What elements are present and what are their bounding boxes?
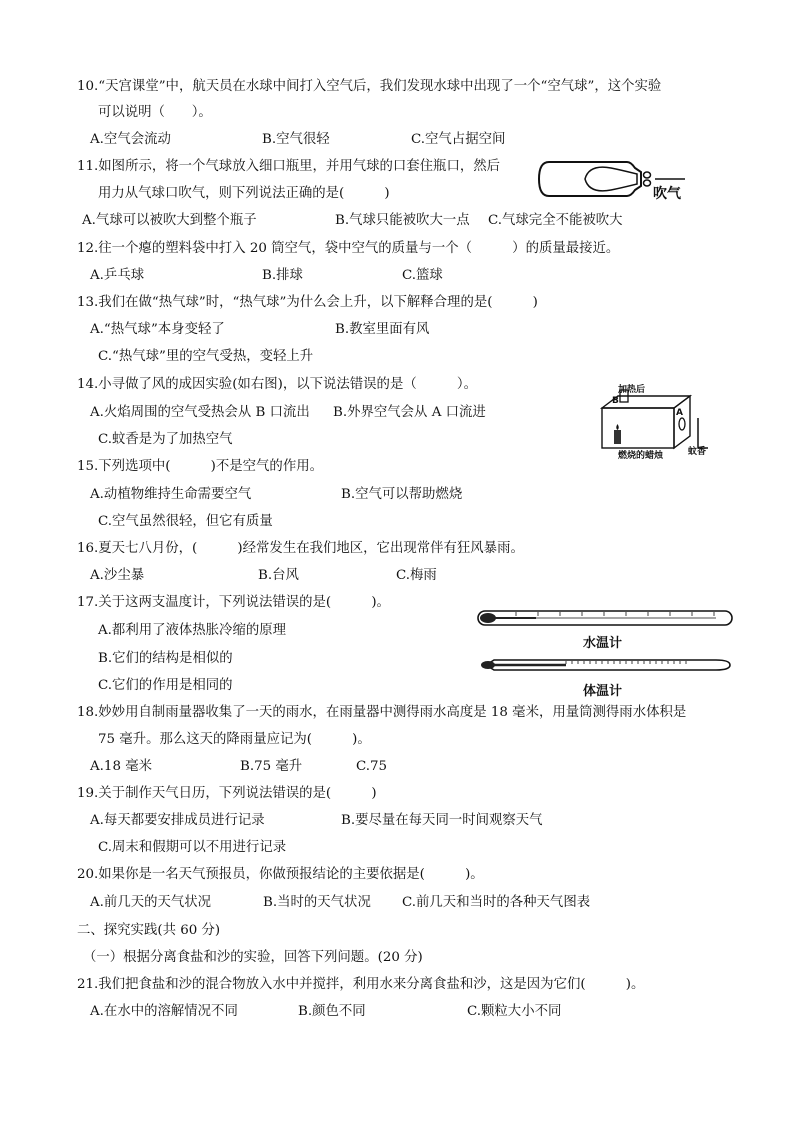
q13-stem: 13.我们在做“热气球”时，“热气球”为什么会上升，以下解释合理的是( ) [77, 295, 538, 310]
q12-option-c: C.篮球 [402, 268, 443, 283]
q14-option-b: B.外界空气会从 A 口流进 [333, 405, 486, 420]
q20-stem: 20.如果你是一名天气预报员，你做预报结论的主要依据是( )。 [77, 867, 484, 882]
q14-figure-label-b: B [612, 396, 619, 406]
q15-stem: 15.下列选项中( )不是空气的作用。 [77, 459, 323, 474]
q12-option-b: B.排球 [262, 268, 303, 283]
q20-option-b: B.当时的天气状况 [263, 895, 371, 910]
q17-option-a: A.都利用了液体热胀冷缩的原理 [98, 623, 287, 638]
q17-option-c: C.它们的作用是相同的 [98, 678, 233, 693]
q21-stem: 21.我们把食盐和沙的混合物放入水中并搅拌，利用水来分离食盐和沙，这是因为它们( )。 [77, 977, 645, 992]
q14-figure-label-coil: 蚊香 [688, 447, 707, 457]
q17-option-b: B.它们的结构是相似的 [98, 651, 233, 666]
q13-option-a: A.“热气球”本身变轻了 [90, 322, 225, 337]
q18-stem-cont: 75 毫升。那么这天的降雨量应记为( )。 [98, 732, 371, 747]
q10-stem: 10.“天宫课堂”中，航天员在水球中间打入空气后，我们发现水球中出现了一个“空气球”，这个实验 [77, 79, 662, 94]
q12-option-a: A.乒乓球 [90, 268, 145, 283]
q18-option-c: C.75 [356, 759, 388, 774]
q18-stem: 18.妙妙用自制雨量器收集了一天的雨水，在雨量器中测得雨水高度是 18 毫米，用量筒测得雨水体积是 [77, 705, 687, 720]
section-two-subtitle: （一）根据分离食盐和沙的实验，回答下列问题。(20 分) [83, 950, 423, 965]
q16-option-b: B.台风 [258, 568, 299, 583]
q19-option-c: C.周末和假期可以不用进行记录 [98, 840, 287, 855]
q11-stem: 11.如图所示，将一个气球放入细口瓶里，并用气球的口套住瓶口，然后 [77, 159, 501, 174]
q14-figure-label-candle: 燃烧的蜡烛 [618, 451, 664, 461]
q13-option-b: B.教室里面有风 [335, 322, 430, 337]
q11-option-b: B.气球只能被吹大一点 [335, 213, 470, 228]
water-thermometer-figure [476, 608, 736, 628]
q15-option-c: C.空气虽然很轻，但它有质量 [98, 514, 273, 529]
section-two-title: 二、探究实践(共 60 分) [77, 923, 221, 938]
q14-figure-label-a: A [676, 408, 683, 418]
q21-option-c: C.颗粒大小不同 [467, 1004, 562, 1019]
q11-stem-cont: 用力从气球口吹气，则下列说法正确的是( ) [98, 186, 390, 201]
q14-stem: 14.小寻做了风的成因实验(如右图)，以下说法错误的是（ ）。 [77, 377, 477, 392]
q17-figure-label-water: 水温计 [583, 636, 623, 651]
q21-option-b: B.颜色不同 [298, 1004, 366, 1019]
q16-option-c: C.梅雨 [396, 568, 437, 583]
body-thermometer-figure [476, 655, 736, 675]
q10-option-a: A.空气会流动 [90, 132, 171, 147]
q15-option-b: B.空气可以帮助燃烧 [341, 487, 463, 502]
q10-option-c: C.空气占据空间 [411, 132, 506, 147]
q13-option-c: C.“热气球”里的空气受热，变轻上升 [98, 349, 314, 364]
q17-stem: 17.关于这两支温度计，下列说法错误的是( )。 [77, 595, 390, 610]
q14-option-a: A.火焰周围的空气受热会从 B 口流出 [90, 405, 310, 420]
q14-figure-label-heated: 加热后 [618, 385, 646, 395]
q19-stem: 19.关于制作天气日历，下列说法错误的是( ) [77, 786, 377, 801]
q21-option-a: A.在水中的溶解情况不同 [90, 1004, 238, 1019]
q18-option-b: B.75 毫升 [240, 759, 303, 774]
q16-stem: 16.夏天七八月份，( )经常发生在我们地区，它出现常伴有狂风暴雨。 [77, 541, 524, 556]
q12-stem: 12.往一个瘪的塑料袋中打入 20 筒空气，袋中空气的质量与一个（ ）的质量最接近。 [77, 241, 620, 256]
q11-option-a: A.气球可以被吹大到整个瓶子 [82, 213, 257, 228]
q19-option-a: A.每天都要安排成员进行记录 [90, 813, 265, 828]
q14-option-c: C.蚊香是为了加热空气 [98, 432, 233, 447]
q17-figure-label-body: 体温计 [583, 684, 623, 699]
q20-option-c: C.前几天和当时的各种天气图表 [402, 895, 591, 910]
q10-stem-cont: 可以说明（ ）。 [98, 105, 212, 120]
q19-option-b: B.要尽量在每天同一时间观察天气 [341, 813, 543, 828]
q15-option-a: A.动植物维持生命需要空气 [90, 487, 252, 502]
q18-option-a: A.18 毫米 [90, 759, 153, 774]
q16-option-a: A.沙尘暴 [90, 568, 145, 583]
q11-option-c: C.气球完全不能被吹大 [488, 213, 623, 228]
q11-figure-label: 吹气 [653, 186, 681, 202]
q20-option-a: A.前几天的天气状况 [90, 895, 212, 910]
q10-option-b: B.空气很轻 [262, 132, 330, 147]
